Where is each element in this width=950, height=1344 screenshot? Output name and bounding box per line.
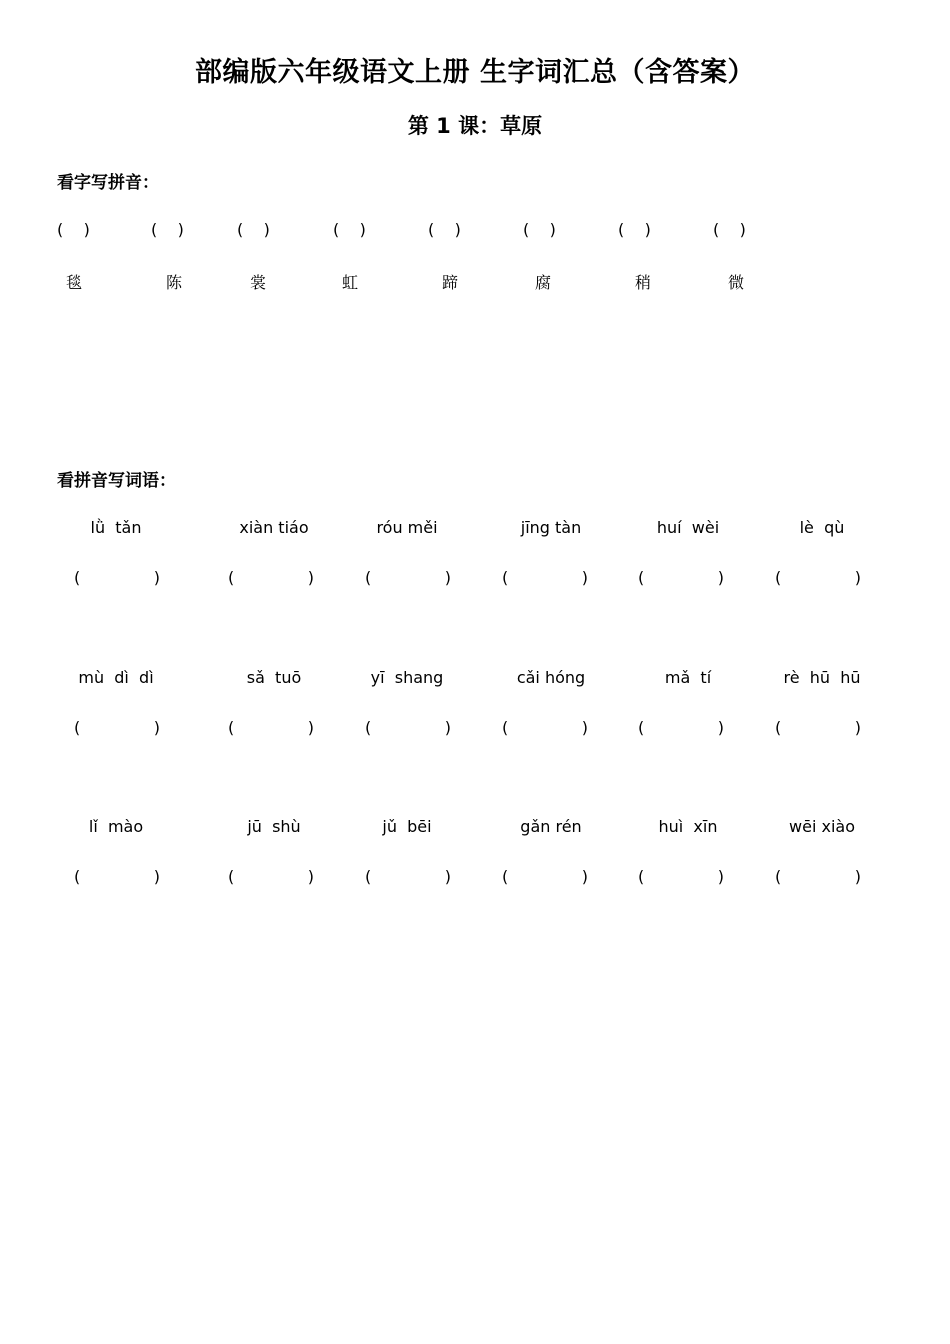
close-paren: ) (307, 568, 314, 587)
pinyin-prompt: mǎ tí (664, 668, 712, 687)
pinyin-prompt: sǎ tuō (246, 668, 302, 687)
open-paren: ( (74, 718, 81, 737)
open-paren: ( (228, 718, 235, 737)
pinyin-prompt: huì xīn (658, 817, 718, 836)
close-paren: ) (854, 568, 861, 587)
answer-blank (775, 867, 861, 886)
answer-blank (502, 568, 588, 587)
close-paren: ) (444, 718, 451, 737)
close-paren: ) (581, 867, 588, 886)
close-paren: ) (307, 867, 314, 886)
answer-blank (228, 718, 314, 737)
open-paren: ( (502, 718, 509, 737)
answer-paren: ( ) (428, 220, 461, 239)
pinyin-prompt: mù dì dì (78, 668, 154, 687)
answer-blank (365, 568, 451, 587)
pinyin-prompt: rè hū hū (783, 668, 861, 687)
answer-blank (638, 867, 724, 886)
open-paren: ( (502, 867, 509, 886)
character: 毯 (66, 273, 83, 292)
pinyin-prompt: lǜ tǎn (90, 518, 142, 537)
open-paren: ( (228, 867, 235, 886)
close-paren: ) (307, 718, 314, 737)
pinyin-prompt: cǎi hóng (516, 668, 586, 687)
open-paren: ( (638, 718, 645, 737)
character: 微 (728, 273, 745, 292)
open-paren: ( (775, 867, 782, 886)
pinyin-prompt: lǐ mào (88, 817, 144, 836)
close-paren: ) (581, 718, 588, 737)
answer-paren: ( ) (333, 220, 366, 239)
pinyin-prompt: jū shù (247, 817, 301, 836)
open-paren: ( (775, 718, 782, 737)
answer-blank (365, 867, 451, 886)
pinyin-prompt: róu měi (376, 518, 438, 537)
close-paren: ) (717, 867, 724, 886)
section-heading-pinyin: 看字写拼音： (57, 173, 159, 193)
character: 虹 (342, 273, 359, 292)
close-paren: ) (153, 867, 160, 886)
answer-blank (775, 568, 861, 587)
pinyin-prompt: jǔ bēi (382, 817, 432, 836)
close-paren: ) (153, 718, 160, 737)
close-paren: ) (581, 568, 588, 587)
character: 蹄 (442, 273, 459, 292)
answer-blank (775, 718, 861, 737)
answer-paren: ( ) (57, 220, 90, 239)
close-paren: ) (854, 867, 861, 886)
page-title: 部编版六年级语文上册 生字词汇总（含答案） (195, 57, 755, 88)
open-paren: ( (74, 568, 81, 587)
close-paren: ) (444, 568, 451, 587)
pinyin-prompt: gǎn rén (520, 817, 582, 836)
close-paren: ) (717, 718, 724, 737)
answer-blank (638, 718, 724, 737)
character: 陈 (166, 273, 183, 292)
pinyin-prompt: lè qù (799, 518, 845, 537)
answer-blank (74, 718, 160, 737)
answer-blank (502, 718, 588, 737)
pinyin-prompt: xiàn tiáo (239, 518, 309, 537)
answer-blank (365, 718, 451, 737)
open-paren: ( (365, 568, 372, 587)
answer-blank (74, 867, 160, 886)
pinyin-prompt: yī shang (370, 668, 444, 687)
answer-blank (74, 568, 160, 587)
open-paren: ( (365, 867, 372, 886)
close-paren: ) (854, 718, 861, 737)
character: 稍 (635, 273, 652, 292)
answer-blank (228, 867, 314, 886)
character: 裳 (250, 273, 267, 292)
answer-blank (502, 867, 588, 886)
section-heading-words: 看拼音写词语： (57, 471, 176, 491)
answer-paren: ( ) (618, 220, 651, 239)
open-paren: ( (228, 568, 235, 587)
character: 腐 (535, 273, 552, 292)
open-paren: ( (365, 718, 372, 737)
open-paren: ( (638, 568, 645, 587)
pinyin-prompt: huí wèi (656, 518, 720, 537)
answer-blank (228, 568, 314, 587)
answer-paren: ( ) (713, 220, 746, 239)
lesson-title: 第 1 课：草原 (407, 114, 543, 138)
answer-paren: ( ) (151, 220, 184, 239)
open-paren: ( (74, 867, 81, 886)
pinyin-prompt: wēi xiào (789, 817, 855, 836)
answer-paren: ( ) (237, 220, 270, 239)
pinyin-prompt: jīng tàn (520, 518, 582, 537)
open-paren: ( (775, 568, 782, 587)
answer-blank (638, 568, 724, 587)
close-paren: ) (717, 568, 724, 587)
close-paren: ) (444, 867, 451, 886)
open-paren: ( (502, 568, 509, 587)
open-paren: ( (638, 867, 645, 886)
close-paren: ) (153, 568, 160, 587)
answer-paren: ( ) (523, 220, 556, 239)
